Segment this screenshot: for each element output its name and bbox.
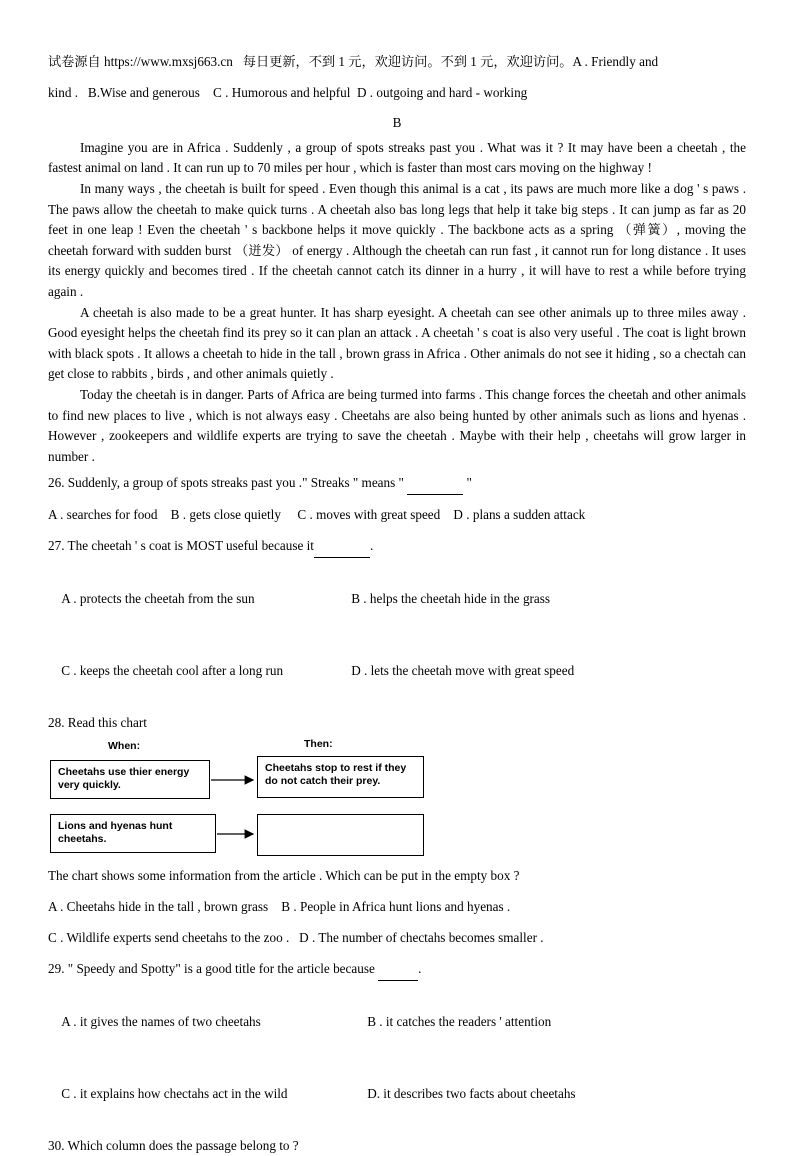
header-line-2: kind . B.Wise and generous C . Humorous and helpful D . outgoing and hard - working: [48, 84, 528, 100]
q29-stem: 29. " Speedy and Spotty" is a good title for the article because: [48, 961, 375, 976]
passage-paragraph-1: Imagine you are in Africa . Suddenly , a group of spots streaks past you . What was it ? It may have been a cheetah , the fastest animal on land . It can run up to 70 miles per hour , which is faster than most cars moving on the highway !: [48, 139, 746, 176]
q29-option-b[interactable]: B . it catches the readers ' attention: [367, 1013, 552, 1029]
question-26: [48, 473, 746, 495]
question-29: [48, 959, 746, 981]
q27-options-row-2: [48, 641, 746, 703]
q26-stem: 26. Suddenly, a group of spots streaks past you ." Streaks " means ": [48, 475, 404, 491]
header-line-1: 试卷源自 https://www.mxsj663.cn 每日更新，不到 1 元，欢迎访问。不到 1 元，欢迎访问。A . Friendly and: [48, 54, 659, 69]
q29-option-c[interactable]: C . it explains how chectahs act in the wild: [61, 1085, 288, 1101]
chart-then-label: Then:: [304, 737, 333, 750]
section-label: B: [392, 115, 402, 131]
q29-options-row-1: [48, 991, 746, 1053]
q29-option-d[interactable]: D. it describes two facts about cheetahs: [367, 1085, 576, 1101]
q29-stem-end: .: [418, 961, 422, 976]
q26-stem-end: ": [466, 475, 472, 491]
q26-options: A . searches for food B . gets close quietly C . moves with great speed D . plans a sudden attack: [48, 507, 586, 523]
q27-option-c[interactable]: C . keeps the cheetah cool after a long run: [61, 663, 284, 679]
question-30: 30. Which column does the passage belong to ?: [48, 1137, 299, 1153]
q28-options-row-2: C . Wildlife experts send cheetahs to the zoo . D . The number of chectahs becomes smaller .: [48, 929, 544, 945]
q27-option-b[interactable]: B . helps the cheetah hide in the grass: [351, 591, 551, 607]
q27-option-a[interactable]: A . protects the cheetah from the sun: [61, 591, 255, 607]
q27-blank[interactable]: [314, 536, 370, 558]
q27-option-d[interactable]: D . lets the cheetah move with great speed: [351, 663, 575, 679]
q28-question: The chart shows some information from the article . Which can be put in the empty box ?: [48, 867, 520, 883]
q29-blank[interactable]: [378, 959, 418, 981]
exam-page: [48, 52, 746, 1156]
q28-options-row-1: A . Cheetahs hide in the tall , brown grass B . People in Africa hunt lions and hyenas .: [48, 898, 511, 914]
passage-paragraph-4: Today the cheetah is in danger. Parts of Africa are being turmed into farms . This change forces the cheetah and other animals to find new places to live , which is not always easy . Cheetahs are also being hunted by other animals such as lions and hyenas . However , zookeepers and wildlife experts are trying to save the cheetah . Maybe with their help , cheetahs will grow larger in number .: [48, 386, 746, 464]
passage-paragraph-2: In many ways , the cheetah is built for speed . Even though this animal is a cat , its paws are much more like a dog ' s paws . The paws allow the cheetah to make quick turns . A cheetah also bas long legs that help it take big steps . It can jump as far as 20 feet in one leap ! Even the cheetah ' s backbone helps it move quickly . The backbone acts as a spring （弹簧）, moving the cheetah forward with sudden burst （迸发） of energy . Although the cheetah can run fast , it cannot run for long distance . It uses its energy quickly and becomes tired . If the cheetah cannot catch its dinner in a hurry , it will have to rest a while before trying again .: [48, 180, 746, 299]
q26-blank[interactable]: [407, 473, 463, 495]
q29-option-a[interactable]: A . it gives the names of two cheetahs: [61, 1013, 261, 1029]
chart-row1-when-box: Cheetahs use thier energy very quickly.: [50, 760, 210, 799]
question-27: [48, 536, 746, 558]
chart-when-label: When:: [108, 739, 141, 752]
q29-options-row-2: [48, 1063, 746, 1125]
q27-stem: 27. The cheetah ' s coat is MOST useful because it: [48, 538, 314, 554]
q27-stem-end: .: [369, 538, 374, 554]
chart-arrows: [48, 738, 428, 866]
passage-paragraph-3: A cheetah is also made to be a great hunter. It has sharp eyesight. A cheetah can see other animals up to three miles away . Good eyesight helps the cheetah find its prey so it can plan an attack . A cheetah ' s coat is also very useful . The coat is light brown with black spots . It allows a cheetah to hide in the tall , brown grass in Africa . Other animals do not see it hiding , so a chectah can get close to rabbits , birds , and other animals quietly .: [48, 304, 746, 382]
chart-row2-when-box: Lions and hyenas hunt cheetahs.: [50, 814, 216, 853]
chart-row1-then-box: Cheetahs stop to rest if they do not catch their prey.: [257, 756, 424, 798]
when-then-chart: [48, 738, 746, 866]
q27-options-row-1: [48, 569, 746, 631]
question-28: 28. Read this chart: [48, 715, 147, 731]
